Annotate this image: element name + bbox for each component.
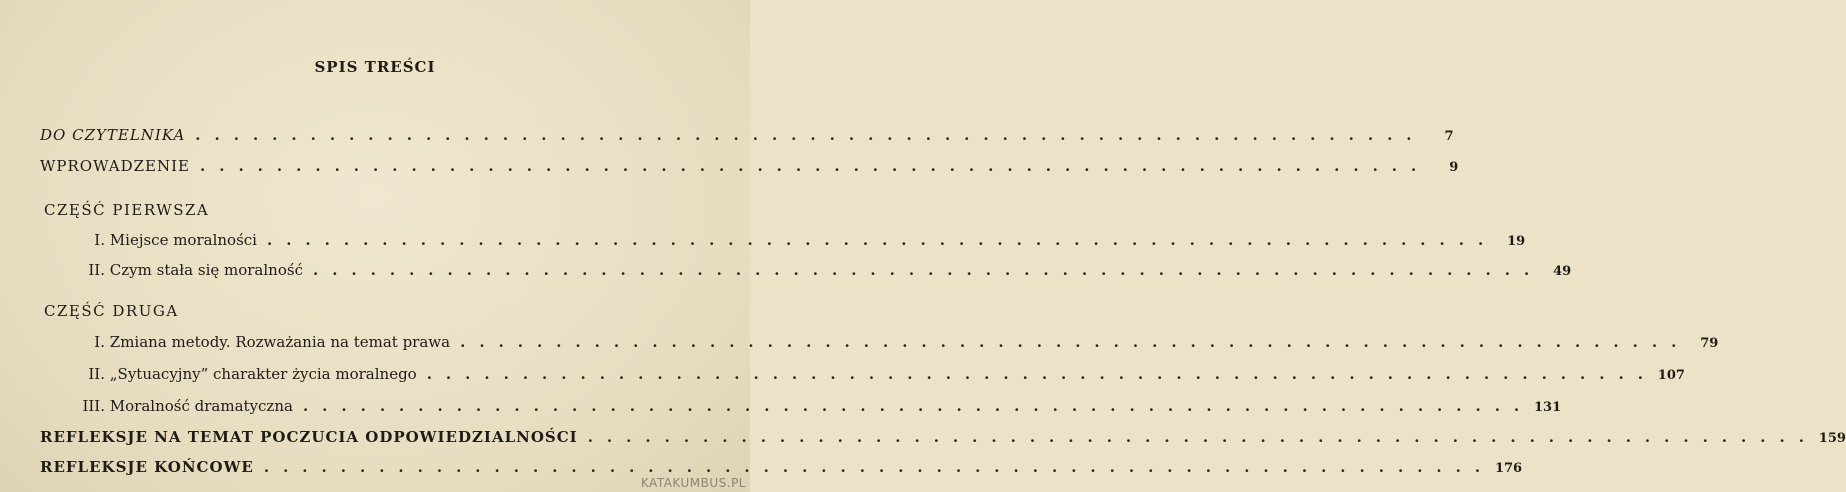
toc-entry-label xyxy=(78,259,303,281)
dot-leader: ................................................................ xyxy=(302,397,1534,415)
toc-entry-part1-ch1 xyxy=(85,229,1526,251)
watermark-text: KATAKUMBUS.PL xyxy=(640,476,746,490)
toc-entry-label xyxy=(85,331,450,353)
chapter-numeral: II. xyxy=(88,261,105,279)
toc-entry-part2-ch3 xyxy=(70,395,1562,417)
chapter-numeral: I. xyxy=(94,333,105,351)
toc-entry-label: REFLEKSJE KOŃCOWE xyxy=(40,458,254,476)
dot-leader: ................................................................ xyxy=(200,157,1431,175)
dot-leader: ................................................................ xyxy=(587,428,1818,446)
chapter-numeral: I. xyxy=(94,231,105,249)
toc-entry-label: DO CZYTELNIKA xyxy=(40,126,186,144)
toc-entry-label: WPROWADZENIE xyxy=(40,157,191,175)
page-title: SPIS TREŚCI xyxy=(314,58,436,76)
chapter-title: Moralność dramatyczna xyxy=(109,397,293,415)
toc-entry-part2-ch1 xyxy=(85,331,1719,353)
toc-entry-part1-ch2 xyxy=(78,259,1572,281)
chapter-numeral: III. xyxy=(82,397,105,415)
dot-leader: ................................................................ xyxy=(312,261,1544,279)
chapter-title: Czym stała się moralność xyxy=(109,261,303,279)
dot-leader: ................................................................ xyxy=(195,126,1426,144)
toc-entry-label xyxy=(78,363,417,385)
toc-entry-label xyxy=(85,229,257,251)
section-heading-part-1: CZĘŚĆ PIERWSZA xyxy=(44,201,210,219)
toc-entry-refleksje-koncowe xyxy=(40,456,1523,478)
toc-page-number: 9 xyxy=(1449,160,1459,175)
chapter-title: „Sytuacyjny” charakter życia moralnego xyxy=(109,365,417,383)
chapter-title: Miejsce moralności xyxy=(109,231,257,249)
toc-page-number: 19 xyxy=(1507,234,1526,249)
toc-page-number: 79 xyxy=(1700,336,1719,351)
toc-entry-do-czytelnika xyxy=(40,124,1454,146)
dot-leader: ................................................................ xyxy=(426,365,1657,383)
toc-entry-label xyxy=(70,395,293,417)
toc-page-number: 176 xyxy=(1494,461,1523,476)
chapter-numeral: II. xyxy=(88,365,105,383)
toc-page-number: 107 xyxy=(1657,368,1685,383)
toc-page-number: 7 xyxy=(1444,129,1454,144)
toc-page-number: 131 xyxy=(1534,400,1562,415)
toc-entry-refleksje-odpowiedzialnosc xyxy=(40,426,1846,448)
dot-leader: ................................................................ xyxy=(266,231,1498,249)
toc-page-number: 49 xyxy=(1553,264,1572,279)
toc-entry-label: REFLEKSJE NA TEMAT POCZUCIA ODPOWIEDZIALNOŚCI xyxy=(40,428,578,446)
dot-leader: ................................................................ xyxy=(460,333,1691,351)
chapter-title: Zmiana metody. Rozważania na temat prawa xyxy=(109,333,451,351)
toc-entry-wprowadzenie xyxy=(40,155,1459,177)
dot-leader: ................................................................ xyxy=(263,458,1495,476)
toc-entry-part2-ch2 xyxy=(78,363,1685,385)
section-heading-part-2: CZĘŚĆ DRUGA xyxy=(44,302,179,320)
toc-page-number: 159 xyxy=(1818,431,1846,446)
